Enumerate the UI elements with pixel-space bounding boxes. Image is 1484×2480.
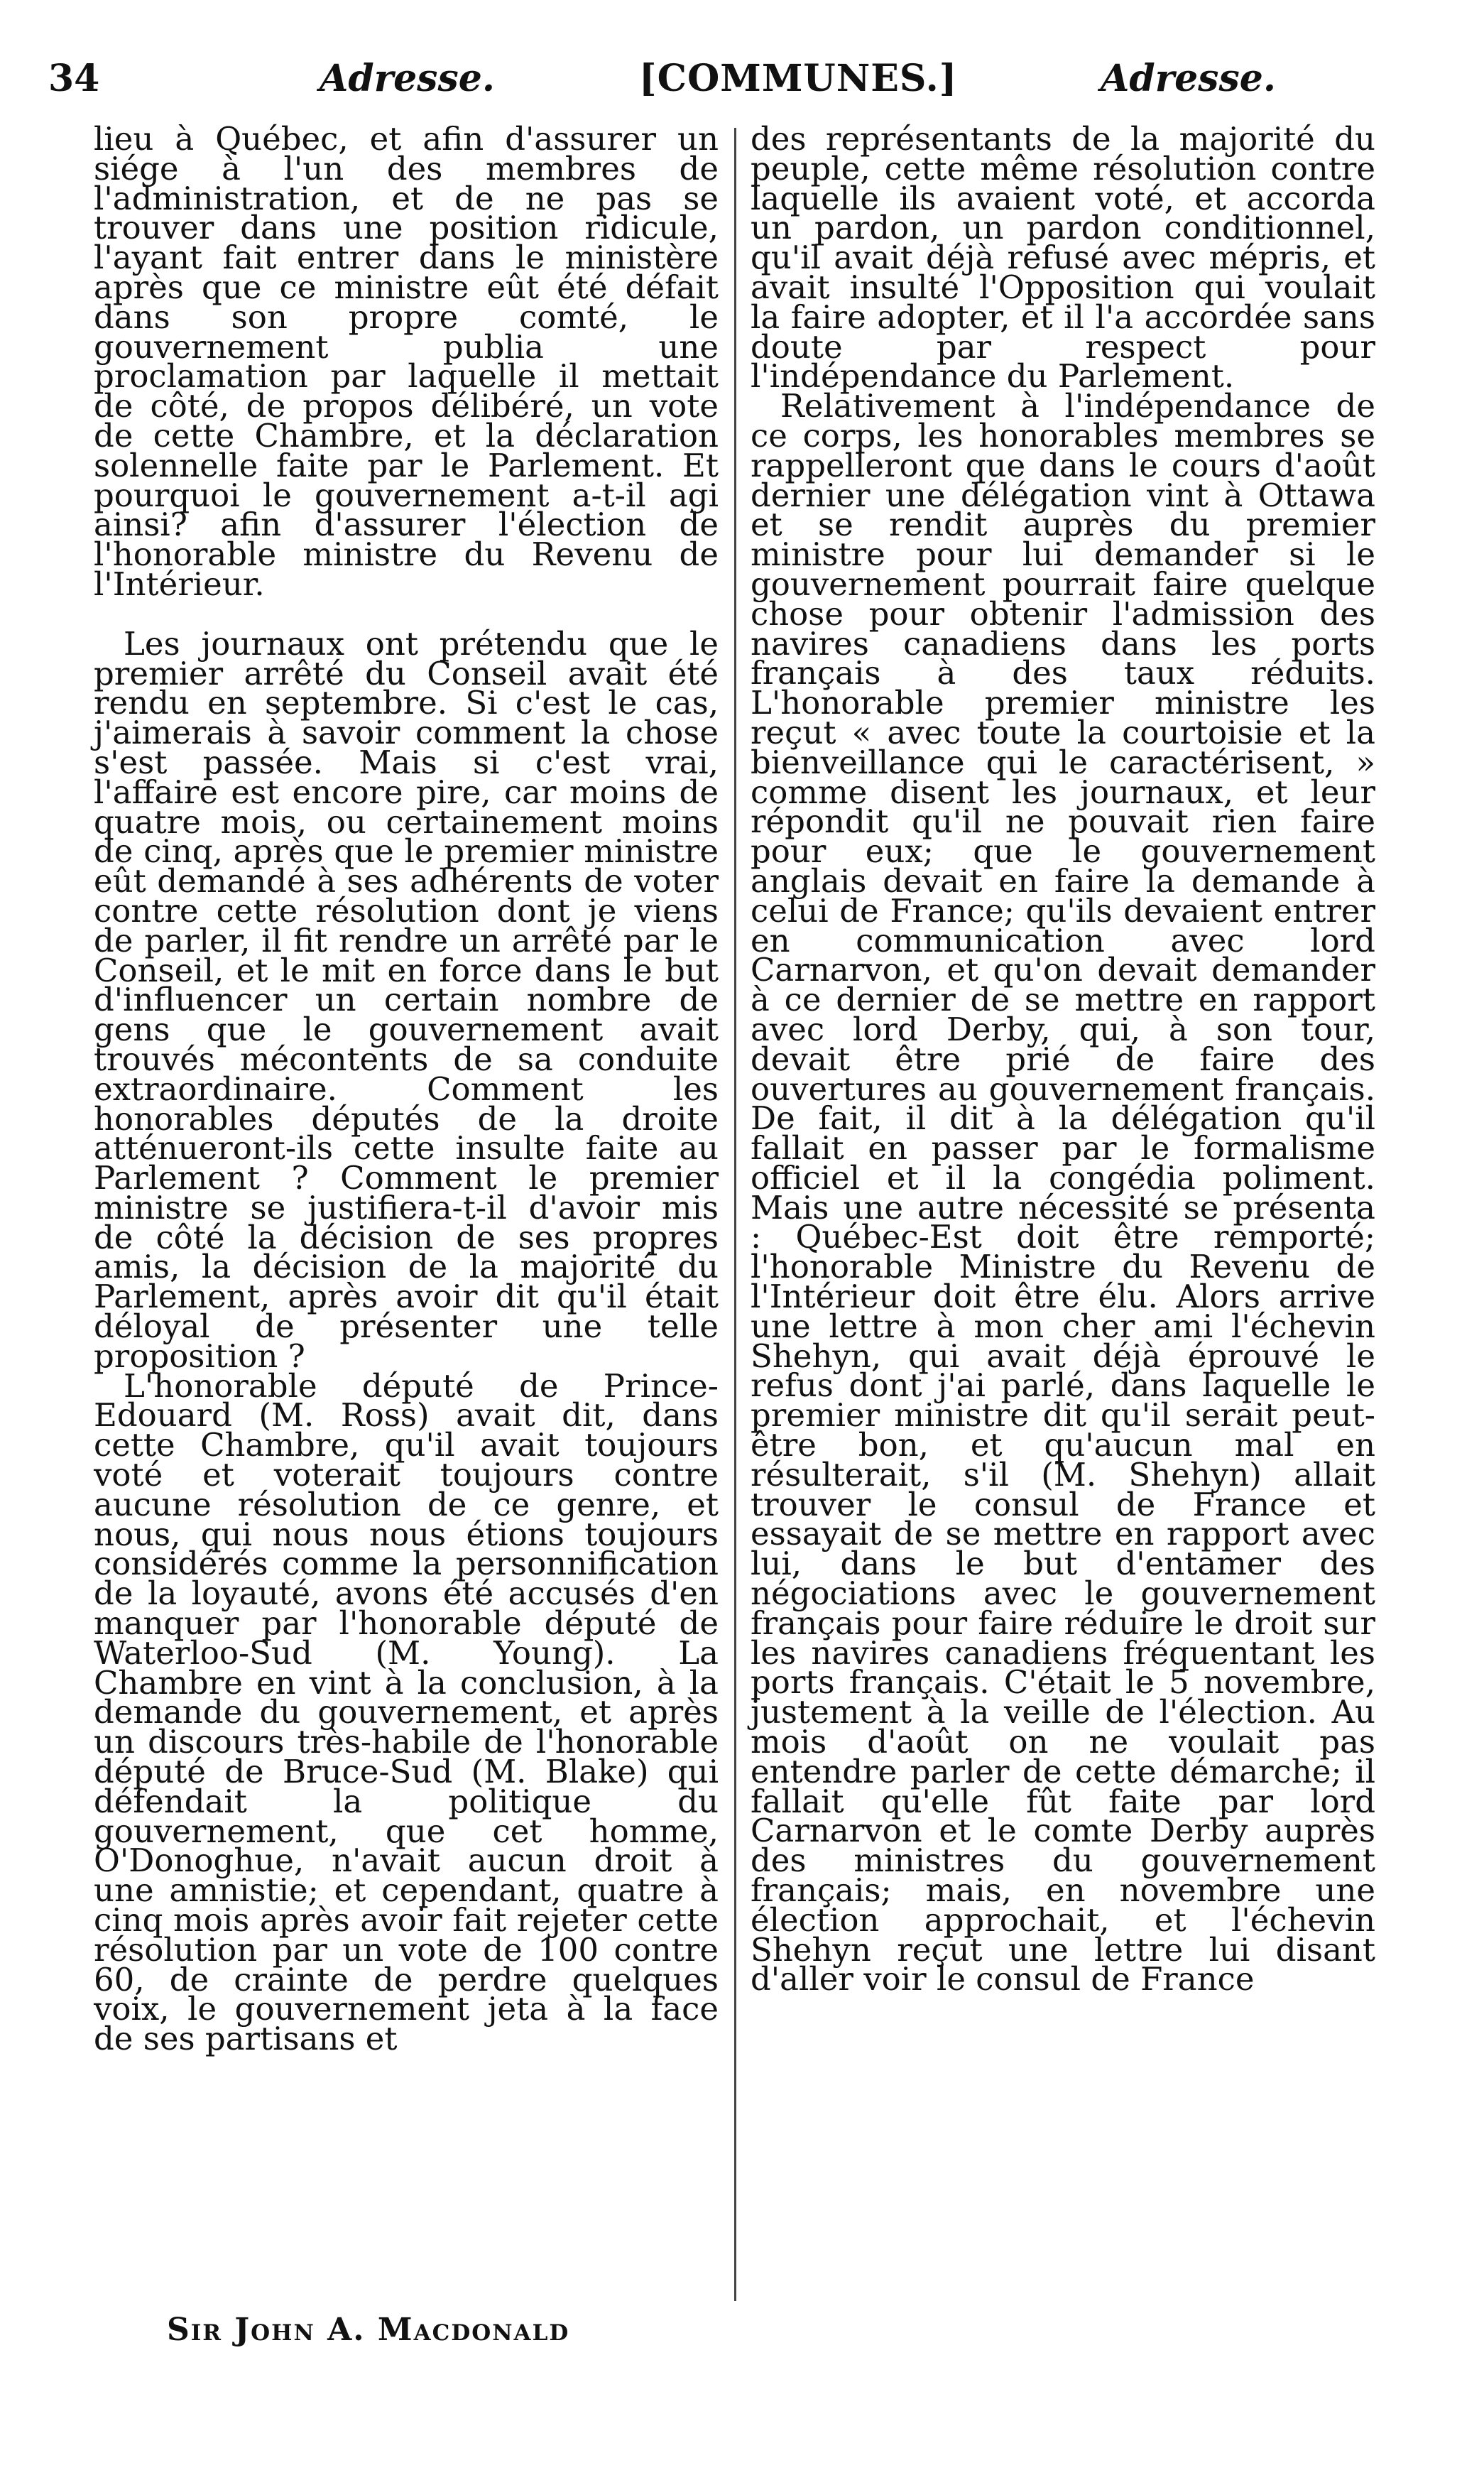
column-divider [734,128,736,2301]
page-number: 34 [48,57,100,100]
right-paragraph-2: Relativement à l'indépendance de ce corps, les honorables membres se rappelleront que dans le cours d'août dernier une délégation vint à Ottawa et se rendit auprès du premier ministre pour lui demander si le gouvernement pourrait faire quelque chose pour obtenir l'admission des navires canadiens dans les ports français à des taux réduits. L'honorable premier ministre les reçut « avec toute la courtoisie et la bienveillance qui le caractérisent, » comme disent les journaux, et leur répondit qu'il ne pouvait rien faire pour eux; que le gouvernement anglais devait en faire la demande à celui de France; qu'ils devaient entrer en communication avec lord Carnarvon, et qu'on devait demander à ce dernier de se mettre en rapport avec lord Derby, qui, à son tour, devait être prié de faire des ouvertures au gouvernement français. De fait, il dit à la délégation qu'il fallait en passer par le formalisme officiel et il la congédia poliment. Mais une autre nécessité se présenta : Québec-Est doit être remporté; l'honorable Ministre du Revenu de l'Intérieur doit être élu. Alors arrive une lettre à mon cher ami l'échevin Shehyn, qui avait déjà éprouvé le refus dont j'ai parlé, dans laquelle le premier ministre dit qu'il serait peut-être bon, et qu'aucun mal en résulterait, s'il (M. Shehyn) allait trouver le consul de France et essayait de se mettre en rapport avec lui, dans le but d'entamer des négociations avec le gouvernement français pour faire réduire le droit sur les navires canadiens fréquentant les ports français. C'était le 5 novembre, justement à la veille de l'élection. Au mois d'août on ne voulait pas entendre parler de cette démarche; il fallait qu'elle fût faite par lord Carnarvon et le comte Derby auprès des ministres du gouvernement français; mais, en novembre une élection approchait, et l'échevin Shehyn reçut une lettre lui disant d'aller voir le consul de France [751,387,1375,1998]
running-title-left: Adresse. [320,57,495,100]
running-title-center: [COMMUNES.] [639,57,958,100]
page-header [43,43,1406,110]
left-column [94,120,719,2058]
left-paragraph-2: Les journaux ont prétendu que le premier arrêté du Conseil avait été rendu en septembre. Si c'est le cas, j'aimerais à savoir comment la chose s'est passée. Mais si c'est vrai, l'affaire est encore pire, car moins de quatre mois, ou certainement moins de cinq, après que le premier ministre eût demandé à ses adhérents de voter contre cette résolution dont je viens de parler, il fit rendre un arrêté par le Conseil, et le mit en force dans le but d'influencer un certain nombre de gens que le gouvernement avait trouvés mécontents de sa conduite extraordinaire. Comment les honorables députés de la droite atténueront-ils cette insulte faite au Parlement ? Comment le premier ministre se justifiera-t-il d'avoir mis de côté la décision de ses propres amis, la décision de la majorité du Parlement, après avoir dit qu'il était déloyal de présenter une telle proposition ? [94,624,719,1375]
running-title-right: Adresse. [1101,57,1276,100]
left-paragraph-3: L'honorable député de Prince-Edouard (M. Ross) avait dit, dans cette Chambre, qu'il avait toujours voté et voterait toujours contre aucune résolution de ce genre, et nous, qui nous nous étions toujours considérés comme la personnification de la loyauté, avons été accusés d'en manquer par l'honorable député de Waterloo-Sud (M. Young). La Chambre en vint à la conclusion, à la demande du gouvernement, et après un discours très-habile de l'honorable député de Bruce-Sud (M. Blake) qui défendait la politique du gouvernement, que cet homme, O'Donoghue, n'avait aucun droit à une amnistie; et cependant, quatre à cinq mois après avoir fait rejeter cette résolution par un vote de 100 contre 60, de crainte de perdre quelques voix, le gouvernement jeta à la face de ses partisans et [94,1366,719,2058]
right-paragraph-1: des représentants de la majorité du peuple, cette même résolution contre laquelle ils avaient voté, et accorda un pardon, un pardon conditionnel, qu'il avait déjà refusé avec mépris, et avait insulté l'Opposition qui voulait la faire adopter, et il l'a accordée sans doute par respect pour l'indépendance du Parlement. [751,120,1375,396]
left-paragraph-1: lieu à Québec, et afin d'assurer un siége à l'un des membres de l'administration, et de ne pas se trouver dans une position ridicule, l'ayant fait entrer dans le ministère après que ce ministre eût été défait dans son propre comté, le gouvernement publia une proclamation par laquelle il mettait de côté, de propos délibéré, un vote de cette Chambre, et la déclaration solennelle faite par le Parlement. Et pourquoi le gouvernement a-t-il agi ainsi? afin d'assurer l'élection de l'honorable ministre du Revenu de l'Intérieur. [94,120,719,603]
speaker-signature: Sir John A. Macdonald [167,2312,570,2348]
right-column [751,120,1375,1998]
